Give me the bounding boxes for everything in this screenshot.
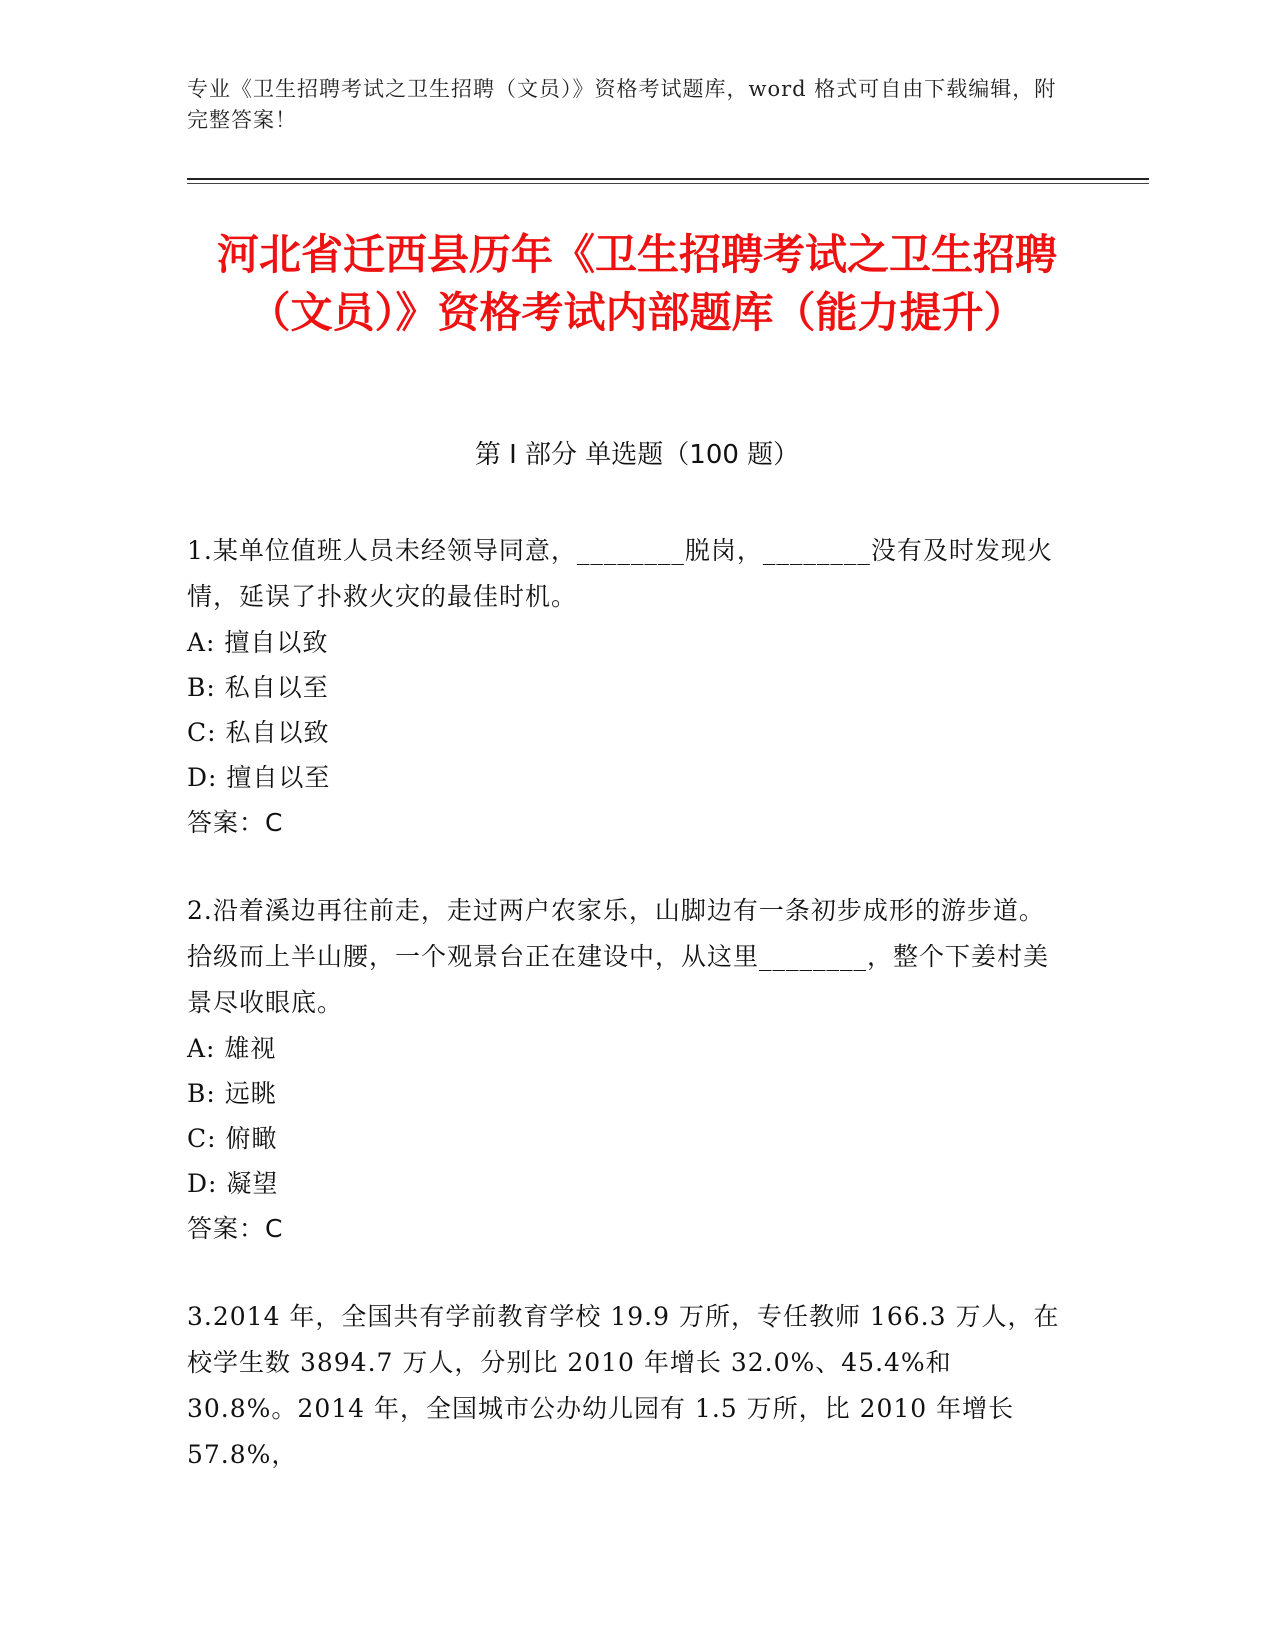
option-b: B: 私自以至 bbox=[187, 673, 329, 702]
answer: 答案：C bbox=[187, 1214, 284, 1243]
option-d: D: 凝望 bbox=[187, 1169, 279, 1198]
option-a: A: 擅自以致 bbox=[187, 628, 329, 657]
header-divider-thin bbox=[187, 183, 1149, 184]
question-3 bbox=[187, 1294, 1067, 1478]
question-text: 1.某单位值班人员未经领导同意，________脱岗，________没有及时发现火情，延误了扑救火灾的最佳时机。 bbox=[187, 536, 1053, 611]
header-note: 专业《卫生招聘考试之卫生招聘（文员）》资格考试题库，word 格式可自由下载编辑，附完整答案！ bbox=[187, 77, 1057, 132]
option-c: C: 俯瞰 bbox=[187, 1124, 278, 1153]
question-2 bbox=[187, 888, 1067, 1251]
option-c: C: 私自以致 bbox=[187, 718, 330, 747]
header-divider bbox=[187, 178, 1149, 180]
answer: 答案：C bbox=[187, 808, 284, 837]
option-b: B: 远眺 bbox=[187, 1079, 277, 1108]
question-text: 3.2014 年，全国共有学前教育学校 19.9 万所，专任教师 166.3 万人，在校学生数 3894.7 万人，分别比 2010 年增长 32.0%、45.4%和 30.8%。2014 年，全国城市公办幼儿园有 1.5 万所，比 2010 年增长 57.8%， bbox=[187, 1302, 1060, 1469]
question-text: 2.沿着溪边再往前走，走过两户农家乐，山脚边有一条初步成形的游步道。拾级而上半山腰，一个观景台正在建设中，从这里________，整个下姜村美景尽收眼底。 bbox=[187, 896, 1050, 1017]
option-d: D: 擅自以至 bbox=[187, 763, 331, 792]
document-title: 河北省迁西县历年《卫生招聘考试之卫生招聘（文员）》资格考试内部题库（能力提升） bbox=[216, 230, 1057, 337]
question-1 bbox=[187, 528, 1067, 845]
option-a: A: 雄视 bbox=[187, 1034, 277, 1063]
section-title: 第 I 部分 单选题（100 题） bbox=[474, 440, 800, 470]
